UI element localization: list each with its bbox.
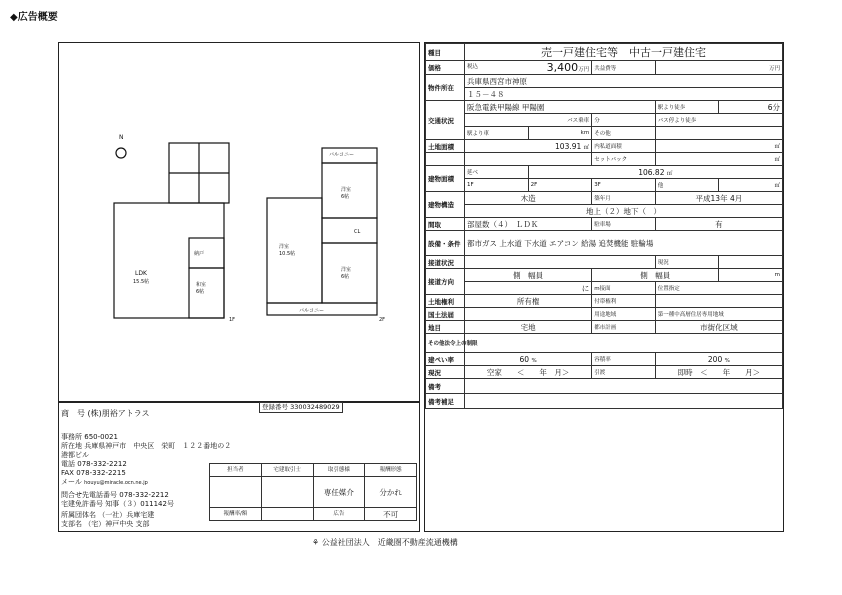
mini-r1: 報酬率/額 bbox=[210, 508, 262, 521]
handover-value: 即時 ＜ 年 月＞ bbox=[655, 366, 782, 379]
other-limit-label: その他法令上の制限 bbox=[426, 334, 465, 353]
floor1-label: 1F bbox=[229, 317, 236, 323]
license-label: 宅建免許番号 bbox=[61, 500, 103, 508]
youshitsu-size-2: 6帖 bbox=[341, 194, 350, 200]
private-road-label: 内私道面積 bbox=[592, 140, 656, 153]
floor-plan-panel bbox=[58, 42, 420, 402]
youshitsu-size-3: 6帖 bbox=[341, 274, 350, 280]
bus-stop: バス停より徒歩 bbox=[655, 114, 782, 127]
price-label: 価格 bbox=[426, 61, 465, 75]
youshitsu-6b-room bbox=[322, 243, 377, 303]
burden-label: 付帯権利 bbox=[592, 295, 656, 308]
land-value: 103.91 bbox=[555, 141, 582, 151]
ldk-size: 15.5帖 bbox=[133, 279, 150, 285]
equipment-value: 都市ガス 上水道 下水道 エアコン 給湯 追焚機能 駐輪場 bbox=[465, 231, 783, 256]
chimoku-value: 宅地 bbox=[465, 321, 592, 334]
mail-label: メール bbox=[61, 478, 82, 486]
layout-label: 間取 bbox=[426, 218, 465, 231]
bus-min: 分 bbox=[592, 114, 656, 127]
assoc-label: 所属団体名 bbox=[61, 511, 96, 519]
mini-v4: 分かれ bbox=[365, 477, 417, 508]
type-label: 種目 bbox=[426, 44, 465, 61]
parking-value: 有 bbox=[655, 218, 782, 231]
built-label: 築年月 bbox=[592, 192, 656, 205]
location-label: 物件所在 bbox=[426, 75, 465, 101]
branch-label: 支部名 bbox=[61, 520, 82, 528]
walk-label: 駅より徒歩 bbox=[655, 101, 719, 114]
bcr-unit: % bbox=[531, 357, 537, 364]
etc-area: 他 bbox=[655, 179, 719, 192]
ldk-room bbox=[114, 203, 224, 318]
price-value: 3,400 bbox=[546, 61, 579, 74]
road-status-current: 現況 bbox=[655, 256, 719, 269]
road1: 側 幅員 bbox=[465, 269, 592, 282]
city-plan-value: 市街化区域 bbox=[655, 321, 782, 334]
road-width: m接面 bbox=[592, 282, 656, 295]
tel-label: 電話 bbox=[61, 460, 75, 468]
floor-plan-drawing bbox=[59, 43, 419, 401]
setback-unit: ㎡ bbox=[655, 153, 782, 166]
trade-label: 商 号 bbox=[61, 409, 85, 418]
contact-label: 問合せ先電話番号 bbox=[61, 491, 117, 499]
serial-number: 登録番号 330032489029 bbox=[259, 402, 343, 413]
license: 知事（３）011142号 bbox=[105, 500, 174, 508]
mini-h1: 担当者 bbox=[210, 464, 262, 477]
tel: 078-332-2212 bbox=[77, 460, 127, 468]
area-unit: ㎡ bbox=[719, 179, 783, 192]
bcr-value: 60 bbox=[519, 354, 530, 364]
assoc: （一社）兵庫宅建 bbox=[98, 511, 155, 519]
law-label: 国土法届 bbox=[426, 308, 465, 321]
current-label: 現況 bbox=[426, 366, 465, 379]
built-value: 平成13年 4月 bbox=[655, 192, 782, 205]
floor3-area: 3F bbox=[592, 179, 656, 192]
spec-table bbox=[425, 43, 783, 409]
addr-label: 所在地 bbox=[61, 442, 82, 450]
agent-table bbox=[209, 463, 417, 521]
floor1-area: 1F bbox=[465, 179, 529, 192]
branch: （宅）神戸中央 bbox=[84, 520, 134, 528]
building-label: 建物面積 bbox=[426, 166, 465, 192]
japanese-size: 6帖 bbox=[196, 289, 205, 295]
note-label: 備考 bbox=[426, 379, 465, 394]
youshitsu-size-1: 10.5帖 bbox=[279, 251, 296, 257]
total-label: 延べ bbox=[465, 166, 529, 179]
current-value: 空家 ＜ 年 月＞ bbox=[465, 366, 592, 379]
office-label: 事務所 bbox=[61, 433, 82, 441]
bcr-label: 建ぺい率 bbox=[426, 353, 465, 366]
trade-name: (株)朋裕アトラス bbox=[87, 409, 150, 418]
train-line: 阪急電鉄甲陽線 甲陽園 bbox=[465, 101, 656, 114]
structure-value: 木造 bbox=[465, 192, 592, 205]
bus-label: バス乗車 bbox=[465, 114, 592, 127]
location-2: １５－４８ bbox=[465, 88, 783, 101]
price-sub: 税込 bbox=[467, 64, 479, 70]
fax: 078-332-2215 bbox=[76, 469, 126, 477]
total-value: 106.82 bbox=[638, 167, 665, 177]
land-right-label: 土地権利 bbox=[426, 295, 465, 308]
traffic-label: 交通状況 bbox=[426, 101, 465, 140]
youshitsu-label-3: 洋室 bbox=[341, 267, 352, 273]
location-1: 兵庫県西宮市神原 bbox=[465, 75, 783, 88]
address-2: 港都ビル bbox=[61, 451, 89, 459]
setback-label: セットバック bbox=[592, 153, 656, 166]
youshitsu-label-1: 洋室 bbox=[279, 244, 290, 250]
use-label: 用途地域 bbox=[592, 308, 656, 321]
office-zip: 650-0021 bbox=[84, 433, 118, 441]
floor2-label: 2F bbox=[379, 317, 386, 323]
contact: 078-332-2212 bbox=[119, 491, 169, 499]
cl-label: CL bbox=[354, 229, 361, 235]
road-unit: m bbox=[719, 269, 783, 282]
mini-v3: 専任媒介 bbox=[313, 477, 365, 508]
total-unit: ㎡ bbox=[666, 170, 673, 177]
private-unit: ㎡ bbox=[655, 140, 782, 153]
road-status-label: 接道状況 bbox=[426, 256, 465, 269]
branch-suffix: 支部 bbox=[135, 520, 150, 528]
car-label: 駅より車 bbox=[465, 127, 529, 140]
handover-label: 引渡 bbox=[592, 366, 656, 379]
road-to: に bbox=[465, 282, 592, 295]
far-label: 容積率 bbox=[592, 353, 656, 366]
company-panel bbox=[58, 402, 420, 532]
spec-panel bbox=[424, 42, 784, 532]
fax-label: FAX bbox=[61, 469, 74, 477]
address: 兵庫県神戸市 中央区 栄町 １２２番地の２ bbox=[84, 442, 232, 450]
price-unit: 万円 bbox=[578, 67, 590, 73]
note-extra-label: 備考補足 bbox=[426, 394, 465, 409]
road-direction-label: 接道方向 bbox=[426, 269, 465, 295]
chimoku-label: 地目 bbox=[426, 321, 465, 334]
type-value: 売一戸建住宅等 中古一戸建住宅 bbox=[465, 44, 783, 61]
land-label: 土地面積 bbox=[426, 140, 465, 153]
nando-label: 納戸 bbox=[194, 251, 205, 257]
other-label: その他 bbox=[592, 127, 656, 140]
youshitsu-label-2: 洋室 bbox=[341, 187, 352, 193]
floors-value: 地上（２）地下（ ） bbox=[465, 205, 783, 218]
page-header: ◆広告概要 bbox=[10, 12, 58, 23]
ldk-label: LDK bbox=[135, 270, 147, 277]
fee-unit: 万円 bbox=[655, 61, 782, 75]
japanese-room bbox=[189, 268, 224, 318]
position-designation: 位置指定 bbox=[655, 282, 782, 295]
far-unit: % bbox=[724, 357, 730, 364]
mail: houyu@miracle.ocn.ne.jp bbox=[84, 480, 148, 486]
parking-label: 駐車場 bbox=[592, 218, 656, 231]
equipment-label: 設備・条件 bbox=[426, 231, 465, 256]
mini-h2: 宅建取引士 bbox=[261, 464, 313, 477]
north-mark: N bbox=[119, 134, 124, 141]
org-logo-icon: ⚘ bbox=[312, 538, 320, 547]
japanese-label: 和室 bbox=[196, 282, 207, 288]
balcony-label-bottom: バルコニー bbox=[299, 308, 325, 314]
land-unit: ㎡ bbox=[583, 144, 590, 151]
walk-value: 6分 bbox=[719, 101, 783, 114]
balcony-label-top: バルコニー bbox=[329, 152, 355, 158]
footer-org: ⚘ 公益社団法人 近畿圏不動産流通機構 bbox=[312, 538, 458, 547]
mini-r2: 広告 bbox=[313, 508, 365, 521]
fee-label: 共益費等 bbox=[592, 61, 656, 75]
mini-h4: 報酬形態 bbox=[365, 464, 417, 477]
use-value: 第一種中高層住居専用地域 bbox=[655, 308, 782, 321]
km-unit: km bbox=[528, 127, 592, 140]
structure-label: 建物構造 bbox=[426, 192, 465, 218]
layout-value: 部屋数（４） ＬＤＫ bbox=[465, 218, 592, 231]
far-value: 200 bbox=[707, 354, 723, 364]
city-plan-label: 都市計画 bbox=[592, 321, 656, 334]
mini-r3: 不可 bbox=[365, 508, 417, 521]
floor2-area: 2F bbox=[528, 179, 592, 192]
land-right-value: 所有権 bbox=[465, 295, 592, 308]
mini-h3: 取引態様 bbox=[313, 464, 365, 477]
road2: 側 幅員 bbox=[592, 269, 719, 282]
